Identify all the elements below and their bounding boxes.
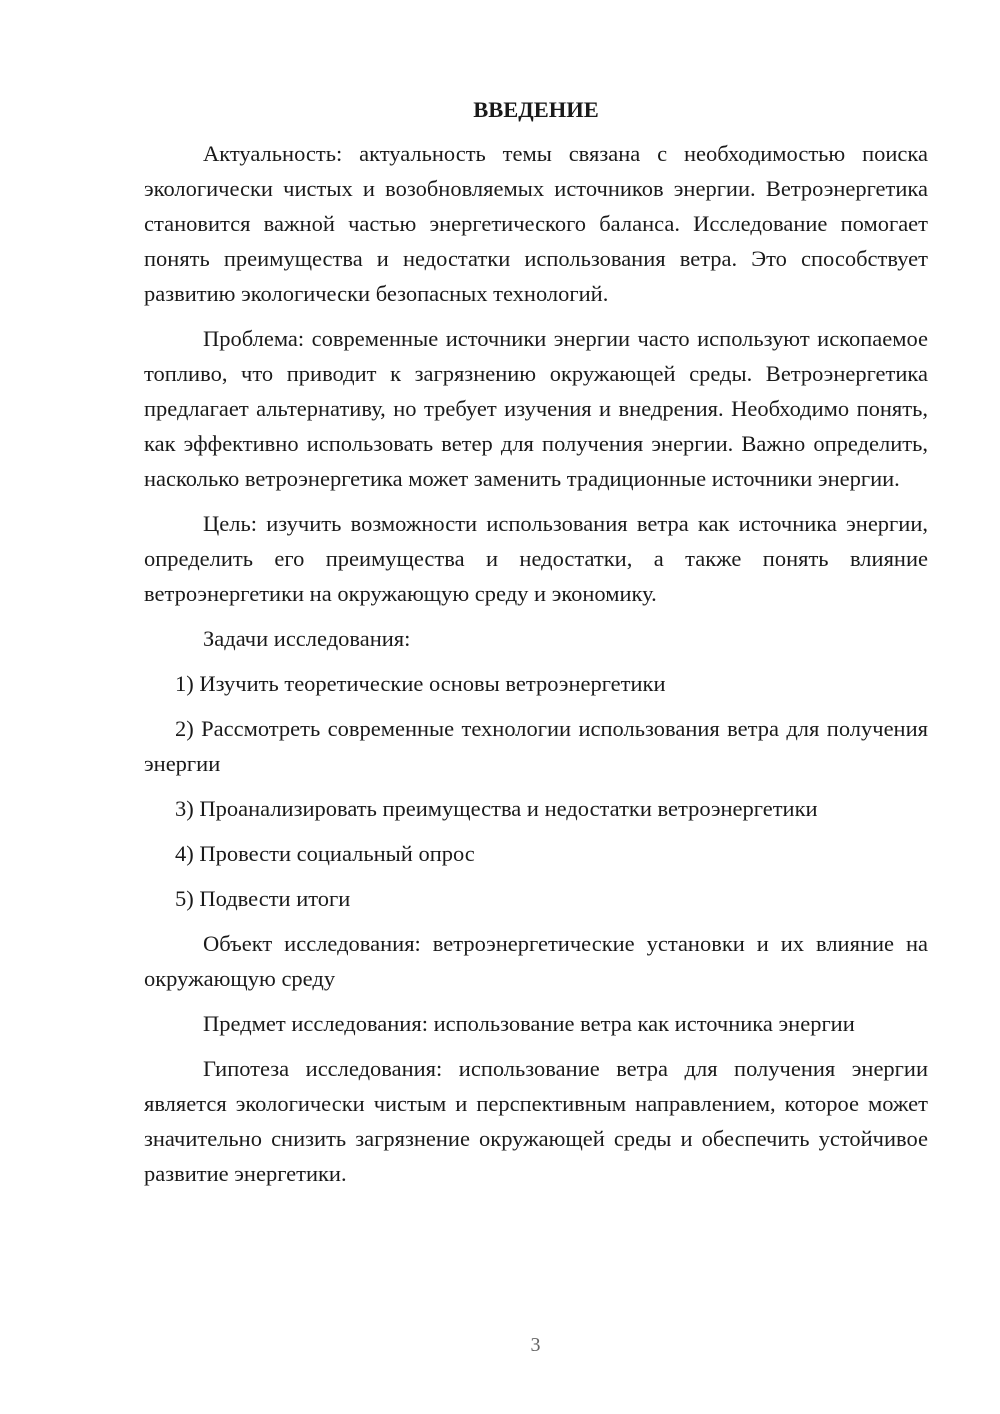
paragraph-goal: Цель: изучить возможности использования ветра как источника энергии, определить его преимущества и недостатки, а также понять влияние ветроэнергетики на окружающую среду и экономику. [144, 511, 928, 606]
task-item-2: 2) Рассмотреть современные технологии использования ветра для получения энергии [144, 716, 928, 776]
document-page [144, 92, 928, 1201]
paragraph-object: Объект исследования: ветроэнергетические установки и их влияние на окружающую среду [144, 931, 928, 991]
paragraph-subject: Предмет исследования: использование ветра как источника энергии [203, 1011, 855, 1036]
task-item-5: 5) Подвести итоги [175, 886, 351, 911]
task-item-3: 3) Проанализировать преимущества и недостатки ветроэнергетики [175, 796, 818, 821]
task-item-1: 1) Изучить теоретические основы ветроэнергетики [175, 671, 666, 696]
paragraph-relevance: Актуальность: актуальность темы связана с необходимостью поиска экологически чистых и возобновляемых источников энергии. Ветроэнергетика становится важной частью энергетического баланса. Исследование помогает понять преимущества и недостатки использования ветра. Это способствует развитию экологически безопасных технологий. [144, 141, 928, 306]
tasks-heading: Задачи исследования: [203, 626, 411, 651]
paragraph-hypothesis: Гипотеза исследования: использование ветра для получения энергии является экологически чистым и перспективным направлением, которое может значительно снизить загрязнение окружающей среды и обеспечить устойчивое развитие энергетики. [144, 1056, 928, 1186]
task-item-4: 4) Провести социальный опрос [175, 841, 475, 866]
page-number: 3 [530, 1334, 541, 1356]
paragraph-problem: Проблема: современные источники энергии часто используют ископаемое топливо, что приводит к загрязнению окружающей среды. Ветроэнергетика предлагает альтернативу, но требует изучения и внедрения. Необходимо понять, как эффективно использовать ветер для получения энергии. Важно определить, насколько ветроэнергетика может заменить традиционные источники энергии. [144, 326, 928, 491]
section-title: ВВЕДЕНИЕ [473, 97, 599, 122]
